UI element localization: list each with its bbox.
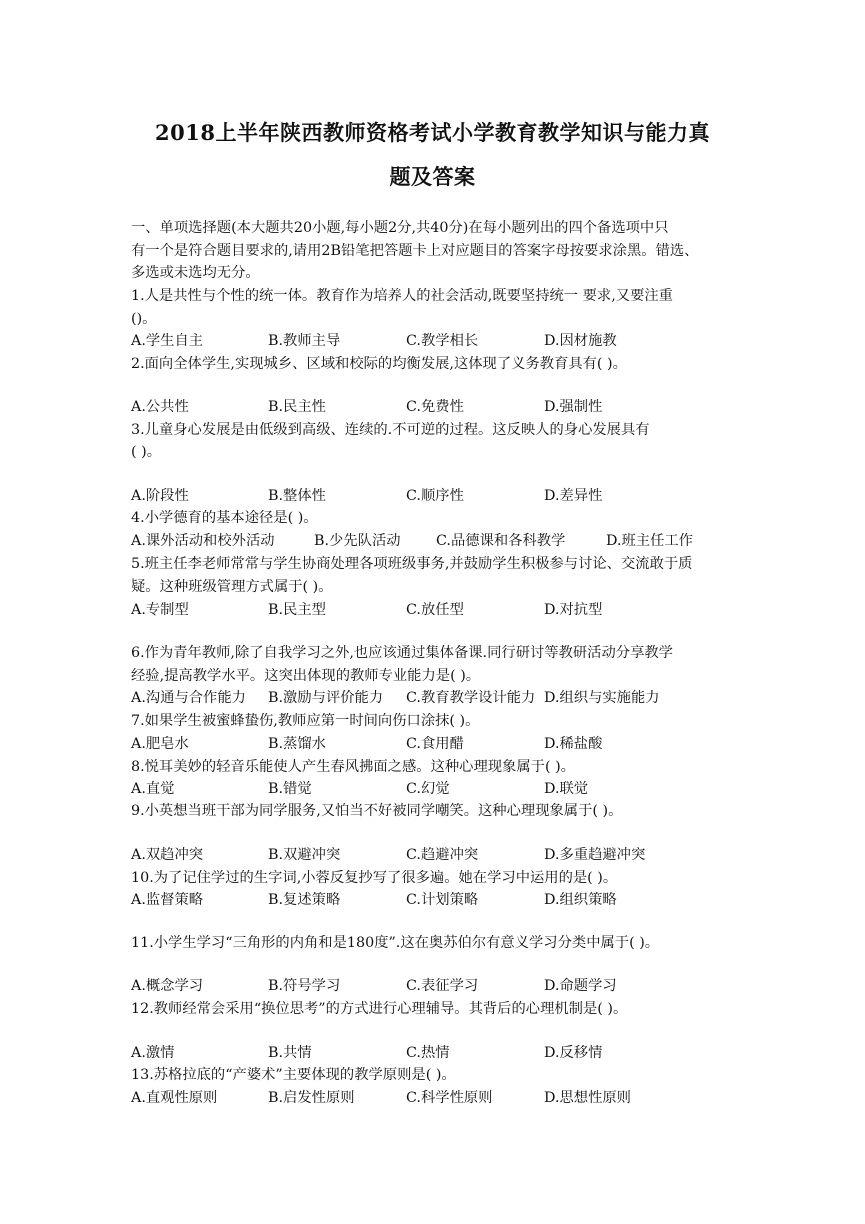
question-12-option-b: B.共情 — [268, 1045, 312, 1061]
question-2-option-b: B.民主性 — [268, 399, 326, 415]
question-13-option-b: B.启发性原则 — [268, 1090, 355, 1106]
question-1-stem-cont: ()。 — [131, 311, 157, 327]
question-3-option-a: A.阶段性 — [131, 488, 189, 504]
question-11-option-c: C.表征学习 — [406, 978, 479, 994]
question-12-option-a: A.激情 — [131, 1045, 175, 1061]
document-title-line-2: 题及答案 — [389, 164, 476, 189]
question-11-stem: 11.小学生学习“三角形的内角和是180度”.这在奥苏伯尔有意义学习分类中属于( )。 — [131, 935, 660, 951]
question-9-option-c: C.趋避冲突 — [406, 847, 479, 863]
question-4-option-d: D.班主任工作 — [606, 533, 693, 549]
question-5-option-a: A.专制型 — [131, 602, 189, 618]
question-13-stem: 13.苏格拉底的“产婆术”主要体现的教学原则是( )。 — [131, 1067, 456, 1083]
question-10-option-b: B.复述策略 — [268, 892, 341, 908]
question-5-stem-cont: 疑。这种班级管理方式属于( )。 — [131, 579, 333, 595]
question-4-option-a: A.课外活动和校外活动 — [131, 533, 275, 549]
question-10-stem: 10.为了记住学过的生字词,小蓉反复抄写了很多遍。她在学习中运用的是( )。 — [131, 870, 618, 886]
question-7-stem: 7.如果学生被蜜蜂蛰伤,教师应第一时间向伤口涂抹( )。 — [131, 713, 480, 729]
question-4-option-b: B.少先队活动 — [314, 533, 401, 549]
question-6-option-c: C.教育教学设计能力 — [406, 690, 536, 706]
question-3-stem: 3.儿童身心发展是由低级到高级、连续的.不可逆的过程。这反映人的身心发展具有 — [131, 422, 650, 438]
question-11-option-d: D.命题学习 — [544, 978, 617, 994]
instructions-line-1: 一、单项选择题(本大题共20小题,每小题2分,共40分)在每小题列出的四个备选项中只 — [131, 220, 669, 236]
question-1-option-b: B.教师主导 — [268, 333, 341, 349]
question-6-option-d: D.组织与实施能力 — [544, 690, 660, 706]
question-2-stem: 2.面向全体学生,实现城乡、区域和校际的均衡发展,这体现了义务教育具有( )。 — [131, 356, 627, 372]
question-2-option-d: D.强制性 — [544, 399, 603, 415]
question-9-stem: 9.小英想当班干部为同学服务,又怕当不好被同学嘲笑。这种心理现象属于( )。 — [131, 803, 623, 819]
question-8-option-a: A.直觉 — [131, 781, 175, 797]
question-2-option-c: C.免费性 — [406, 399, 464, 415]
question-10-option-a: A.监督策略 — [131, 892, 204, 908]
question-12-option-d: D.反移情 — [544, 1045, 603, 1061]
question-12-option-c: C.热情 — [406, 1045, 450, 1061]
question-7-option-b: B.蒸馏水 — [268, 736, 326, 752]
question-8-stem: 8.悦耳美妙的轻音乐能使人产生春风拂面之感。这种心理现象属于( )。 — [131, 759, 575, 775]
instructions-line-3: 多选或未选均无分。 — [131, 265, 260, 281]
question-3-option-b: B.整体性 — [268, 488, 326, 504]
question-8-option-b: B.错觉 — [268, 781, 312, 797]
question-4-stem: 4.小学德育的基本途径是( )。 — [131, 510, 318, 526]
question-13-option-c: C.科学性原则 — [406, 1090, 493, 1106]
question-9-option-d: D.多重趋避冲突 — [544, 847, 646, 863]
question-11-option-b: B.符号学习 — [268, 978, 341, 994]
question-8-option-c: C.幻觉 — [406, 781, 450, 797]
question-8-option-d: D.联觉 — [544, 781, 589, 797]
question-7-option-d: D.稀盐酸 — [544, 736, 603, 752]
instructions-line-2: 有一个是符合题目要求的,请用2B铅笔把答题卡上对应题目的答案字母按要求涂黑。错选、 — [131, 243, 699, 259]
question-12-stem: 12.教师经常会采用“换位思考”的方式进行心理辅导。其背后的心理机制是( )。 — [131, 1001, 628, 1017]
question-1-option-d: D.因材施教 — [544, 333, 617, 349]
question-5-option-d: D.对抗型 — [544, 602, 603, 618]
question-10-option-d: D.组织策略 — [544, 892, 617, 908]
question-6-stem-cont: 经验,提高教学水平。这突出体现的教师专业能力是( )。 — [131, 668, 481, 684]
document-title-line-1: 2018上半年陕西教师资格考试小学教育教学知识与能力真 — [155, 120, 710, 145]
question-13-option-a: A.直观性原则 — [131, 1090, 218, 1106]
question-5-stem: 5.班主任李老师常常与学生协商处理各项班级事务,并鼓励学生积极参与讨论、交流敢于质 — [131, 556, 693, 572]
question-3-stem-cont: ( )。 — [131, 444, 161, 460]
question-13-option-d: D.思想性原则 — [544, 1090, 631, 1106]
question-5-option-b: B.民主型 — [268, 602, 326, 618]
question-5-option-c: C.放任型 — [406, 602, 464, 618]
question-7-option-c: C.食用醋 — [406, 736, 464, 752]
question-10-option-c: C.计划策略 — [406, 892, 479, 908]
question-1-stem: 1.人是共性与个性的统一体。教育作为培养人的社会活动,既要坚持统一 要求,又要注重 — [131, 288, 673, 304]
question-4-option-c: C.品德课和各科教学 — [436, 533, 566, 549]
question-11-option-a: A.概念学习 — [131, 978, 204, 994]
question-9-option-b: B.双避冲突 — [268, 847, 341, 863]
question-3-option-d: D.差异性 — [544, 488, 603, 504]
question-2-option-a: A.公共性 — [131, 399, 189, 415]
question-1-option-a: A.学生自主 — [131, 333, 204, 349]
question-3-option-c: C.顺序性 — [406, 488, 464, 504]
question-6-option-b: B.激励与评价能力 — [268, 690, 384, 706]
question-6-stem: 6.作为青年教师,除了自我学习之外,也应该通过集体备课.同行研讨等教研活动分享教学 — [131, 645, 673, 661]
question-6-option-a: A.沟通与合作能力 — [131, 690, 246, 706]
question-1-option-c: C.教学相长 — [406, 333, 479, 349]
question-9-option-a: A.双趋冲突 — [131, 847, 204, 863]
question-7-option-a: A.肥皂水 — [131, 736, 189, 752]
